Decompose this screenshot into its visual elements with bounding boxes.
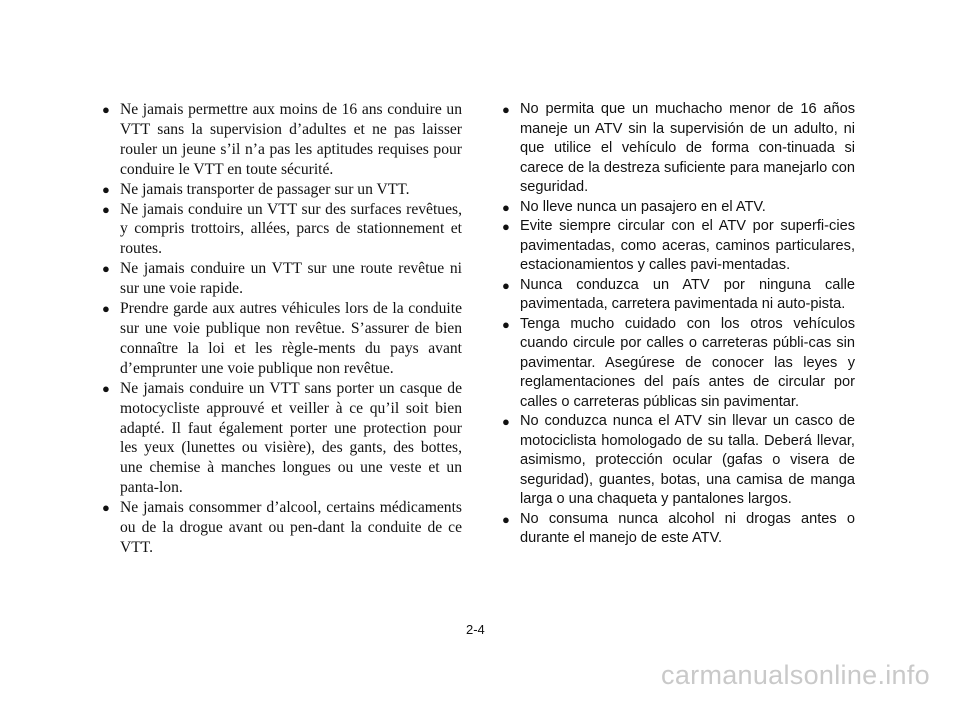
- french-safety-list: [98, 100, 462, 558]
- list-item-text: No permita que un muchacho menor de 16 años maneje un ATV sin la supervisión de un adulto, ni que utilice el vehículo de forma con-tinuada si carece de la destreza suficiente para manejarlo con seguridad.: [520, 101, 855, 195]
- list-item: [498, 412, 855, 510]
- list-item-text: Ne jamais conduire un VTT sur une route revêtue ni sur une voie rapide.: [120, 260, 462, 298]
- list-item: [498, 217, 855, 276]
- list-item-text: Prendre garde aux autres véhicules lors de la conduite sur une voie publique non revêtue. S’assurer de bien connaître la loi et les règle-ments du pays avant d’emprunter une voie publique non revêtue.: [120, 300, 462, 377]
- page-number: 2-4: [466, 622, 485, 637]
- bullet-icon: ●: [102, 301, 110, 317]
- list-item: [498, 198, 855, 218]
- list-item: [98, 259, 462, 299]
- bullet-icon: ●: [102, 261, 110, 277]
- list-item: [98, 299, 462, 379]
- bullet-icon: ●: [102, 500, 110, 516]
- list-item: [498, 315, 855, 413]
- list-item-text: Evite siempre circular con el ATV por superfi-cies pavimentadas, como aceras, caminos particulares, estacionamientos y calles pavi-mentadas.: [520, 218, 855, 273]
- list-item-text: No lleve nunca un pasajero en el ATV.: [520, 198, 766, 215]
- bullet-icon: ●: [102, 181, 110, 197]
- list-item: [498, 510, 855, 549]
- list-item: [498, 276, 855, 315]
- bullet-icon: ●: [102, 380, 110, 396]
- list-item-text: Ne jamais conduire un VTT sur des surfaces revêtues, y compris trottoirs, allées, parcs de stationnement et routes.: [120, 200, 462, 258]
- list-item-text: Ne jamais transporter de passager sur un VTT.: [120, 180, 410, 198]
- list-item-text: Ne jamais permettre aux moins de 16 ans conduire un VTT sans la supervision d’adultes et ne pas laisser rouler un jeune s’il n’a pas les aptitudes requises pour conduire le VTT en toute sécurité.: [120, 101, 462, 178]
- bullet-icon: ●: [502, 511, 510, 527]
- list-item-text: Ne jamais consommer d’alcool, certains médicaments ou de la drogue avant ou pen-dant la conduite de ce VTT.: [120, 499, 462, 556]
- bullet-icon: ●: [502, 414, 510, 429]
- bullet-icon: ●: [502, 219, 510, 234]
- watermark: carmanualsonline.info: [661, 660, 930, 690]
- list-item-text: Tenga mucho cuidado con los otros vehículos cuando circule por calles o carreteras públi-cas sin pavimentar. Asegúrese de conocer las leyes y reglamentaciones del país antes de circular por calles o carreteras públicas sin pavimentar.: [520, 315, 855, 410]
- list-item-text: No conduzca nunca el ATV sin llevar un casco de motociclista homologado de su talla. Deberá llevar, asimismo, protección ocular (gafas o visera de seguridad), guantes, botas, una camisa de manga larga o una chaqueta y pantalones largos.: [520, 413, 855, 507]
- list-item: [98, 200, 462, 260]
- list-item: [98, 498, 462, 558]
- bullet-icon: ●: [102, 201, 110, 217]
- bullet-icon: ●: [502, 102, 510, 117]
- list-item-text: Ne jamais conduire un VTT sans porter un casque de motocycliste approuvé et veiller à ce qu’il soit bien adapté. Il faut également porter une protection pour les yeux (lunettes ou visière), des gants, des bottes, une chemise à manches longues ou une veste et un panta-lon.: [120, 379, 462, 497]
- list-item-text: No consuma nunca alcohol ni drogas antes o durante el manejo de este ATV.: [520, 510, 855, 546]
- list-item-text: Nunca conduzca un ATV por ninguna calle pavimentada, carretera pavimentada ni auto-pista.: [520, 276, 855, 312]
- list-item: [98, 100, 462, 180]
- bullet-icon: ●: [502, 316, 510, 332]
- bullet-icon: ●: [502, 277, 510, 293]
- bullet-icon: ●: [502, 199, 510, 215]
- spanish-safety-list: [498, 100, 855, 549]
- list-item: [498, 100, 855, 198]
- bullet-icon: ●: [102, 102, 110, 117]
- list-item: [98, 379, 462, 498]
- list-item: [98, 180, 462, 200]
